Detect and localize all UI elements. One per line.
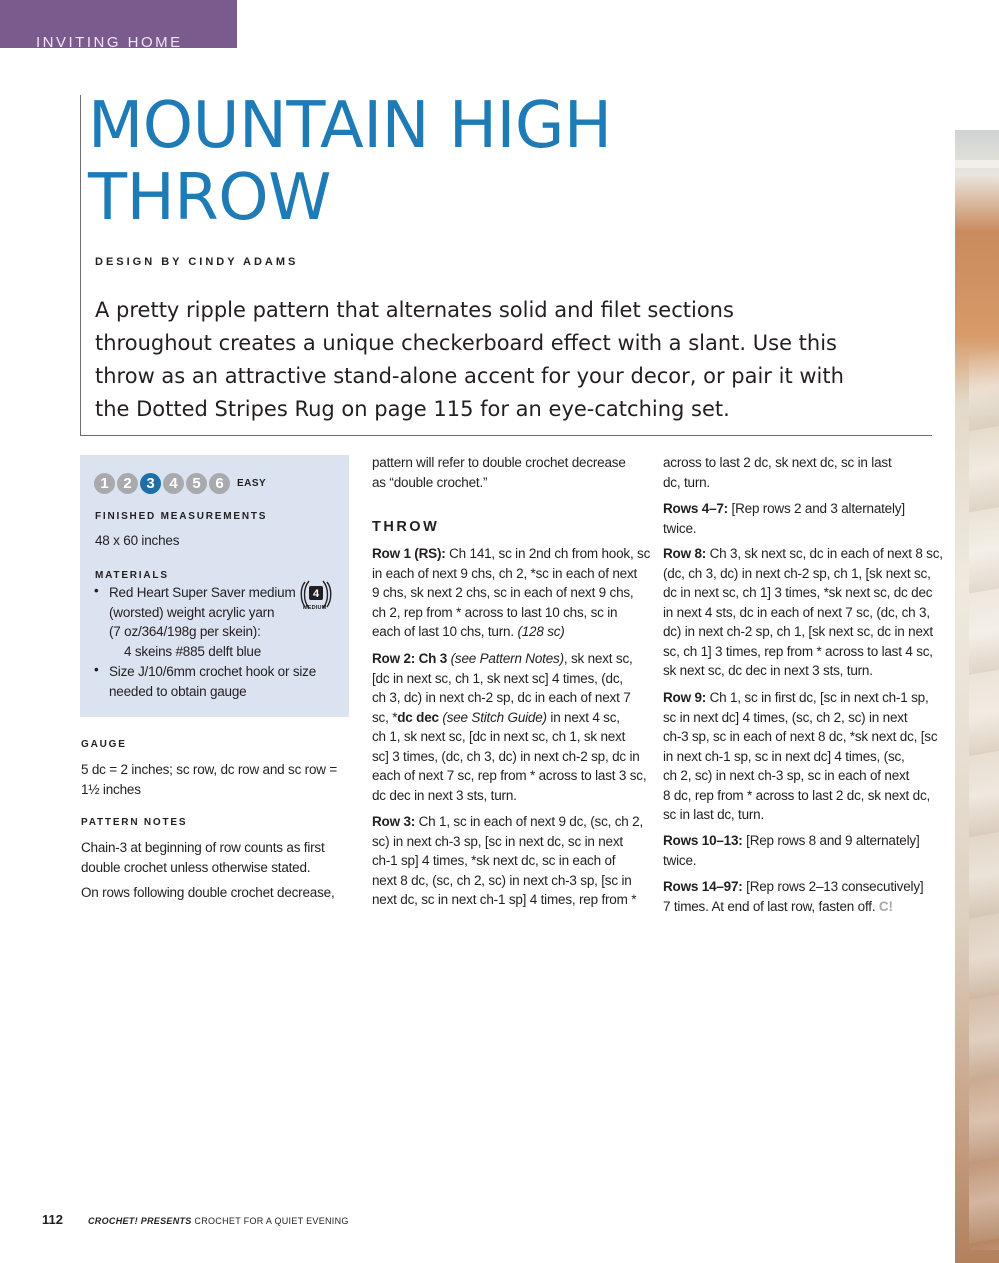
text-line: Ch 3, sk next sc, dc in each of next 8 sc, [706,546,943,561]
text-line: 7 times. At end of last row, fasten off. [663,898,879,914]
material-item-1-line: (7 oz/364/198g per skein): [109,624,261,639]
text-line: sc, ch 1] 3 times, rep from * across to last 4 sc, [663,643,933,659]
text-line: as “double crochet.” [372,474,488,490]
materials-heading: MATERIALS [95,570,169,581]
yarn-weight-number: 4 [312,588,320,600]
text-line: ch 1, sk next sc, [dc in next sc, ch 1, sk next [372,729,626,744]
text-line: sc in last dc, turn. [663,807,765,822]
pattern-notes-line: Chain-3 at beginning of row counts as first [81,840,325,855]
yarn-weight-label: MEDIUM [303,605,327,611]
gauge-heading: GAUGE [81,739,127,750]
text-line: 9 chs, sk next 2 chs, sc in each of next 9 chs, [372,585,634,600]
finished-heading: FINISHED MEASUREMENTS [95,511,268,522]
rows-14-97-instructions [663,877,948,916]
dc-dec-term: dc dec [397,709,439,725]
text-line: Ch 1, sc in first dc, [sc in next ch-1 sp, [706,690,929,705]
title-vertical-rule [80,95,81,435]
text-line: across to last 2 dc, sk next dc, sc in last [663,455,892,470]
skill-level-2: 2 [117,473,138,494]
column-3-continuation [663,453,948,492]
rows-14-97-label: Rows 14–97: [663,879,743,894]
rows-10-13-instructions [663,831,948,870]
row-9-instructions [663,688,948,825]
throw-photo [955,130,999,1263]
gauge-text [81,760,337,799]
gauge-line: 5 dc = 2 inches; sc row, dc row and sc row = [81,762,338,777]
material-item-2-line: Size J/10/6mm crochet hook or size [109,664,317,679]
skill-level [94,473,266,494]
column-2-continuation [372,453,626,492]
text-line: sk next sc, dc dec in next 3 sts, turn. [663,663,873,678]
row-2-note: (see Pattern Notes) [447,651,564,666]
text-line: each of last 10 chs, turn. [372,624,518,639]
text-line: [Rep rows 2–13 consecutively] [742,879,924,894]
row-8-label: Row 8: [663,546,707,561]
footer-title [88,1216,349,1226]
text-line: ch 2, sc) in next ch-3 sp, sc in each of next [663,768,910,783]
text-line: dc dec in next 3 sts, turn. [372,787,517,803]
rows-10-13-label: Rows 10–13: [663,833,743,848]
text-line: , sk next sc, [563,651,633,666]
pattern-notes-line: double crochet unless otherwise stated. [81,859,311,875]
text-line: sc) in next ch-3 sp, [sc in next dc, sc in next [372,833,623,849]
intro-paragraph: A pretty ripple pattern that alternates solid and filet sections throughout creates a unique checkerboard effect with a slant. Use this throw as an attractive stand-alone accent for your decor, or pair it with the Dotted Stripes Rug on page 115 for an eye-catching set. [95,298,844,421]
row-9-label: Row 9: [663,690,707,705]
text-line: next 8 dc, (sc, ch 2, sc) in next ch-3 sp, [sc in [372,872,632,888]
rows-4-7-label: Rows 4–7: [663,501,728,516]
text-line: (dc, ch 3, dc) in next ch-2 sp, ch 1, [sk next sc, [663,565,931,581]
text-line: next dc, sc in next ch-1 sp] 4 times, rep from * [372,892,637,907]
text-line: [dc in next sc, ch 1, sk next sc] 4 times, (dc, [372,670,623,686]
material-item-2-line: needed to obtain gauge [109,683,247,699]
skill-level-1: 1 [94,473,115,494]
text-line: 8 dc, rep from * across to last 2 dc, sk next dc, [663,787,931,803]
text-line: Ch 1, sc in each of next 9 dc, (sc, ch 2, [415,814,644,829]
intro-bottom-rule [80,435,932,436]
text-line: in next 4 sc, [546,709,620,725]
skill-level-6: 6 [209,473,230,494]
pattern-notes-p1 [81,838,325,877]
skill-level-3: 3 [140,473,161,494]
page-title [88,90,612,234]
row-8-instructions [663,544,948,681]
text-line: ch 2, rep from * across to last 10 chs, sc in [372,604,618,620]
text-line: dc) in next ch-2 sp, ch 1, [sk next sc, dc in next [663,624,933,639]
stitch-guide-ref: (see Stitch Guide) [438,709,547,725]
section-tab [0,0,237,51]
text-line: twice. [663,520,697,536]
skill-level-4: 4 [163,473,184,494]
bullet-2: • [94,662,99,677]
text-line: ch 3, dc) in next ch-2 sp, dc in each of next 7 [372,690,631,705]
gauge-line: 1½ inches [81,781,141,797]
text-line: each of next 7 sc, rep from * across to last 3 sc, [372,768,647,783]
section-tab-label: INVITING HOME [36,34,183,51]
row-3-label: Row 3: [372,814,416,829]
material-item-1-line: (worsted) weight acrylic yarn [109,604,275,620]
material-item-1-line: Red Heart Super Saver medium [109,585,296,600]
text-line: in each of next 9 chs, ch 2, *sc in each of next [372,565,638,581]
text-line: ch-3 sp, sc in each of next 8 dc, *sk next dc, [sc [663,729,938,744]
text-line: sc, * [372,709,398,725]
material-item-1-line: 4 skeins #885 delft blue [124,643,262,659]
text-line: sc] 3 times, (dc, ch 3, dc) in next ch-2 sp, dc in [372,748,640,764]
stitch-count: (128 sc) [517,624,565,639]
footer-magazine: CROCHET! PRESENTS [88,1216,192,1226]
text-line: Ch 141, sc in 2nd ch from hook, sc [445,546,651,561]
title-line-1: MOUNTAIN HIGH [88,89,612,163]
byline: DESIGN BY CINDY ADAMS [95,256,299,268]
text-line: twice. [663,852,697,868]
text-line: dc, turn. [663,474,710,490]
row-2-label: Row 2: Ch 3 [372,651,448,666]
title-line-2: THROW [88,161,331,235]
rows-4-7-instructions [663,499,948,538]
text-line: ch-1 sp] 4 times, *sk next dc, sc in each of [372,853,616,868]
skill-level-label: EASY [237,478,267,489]
material-item-2 [109,662,316,701]
text-line: dc in next sc, ch 1] 3 times, *sk next sc, dc dec [663,585,933,600]
finished-value: 48 x 60 inches [95,533,180,548]
pattern-notes-p2: On rows following double crochet decrease, [81,885,335,900]
text-line: [Rep rows 8 and 9 alternately] [742,833,920,848]
pattern-notes-heading: PATTERN NOTES [81,817,188,828]
text-line: in next ch-1 sp, sc in next dc] 4 times, (sc, [663,748,905,764]
row-2-instructions [372,649,652,805]
bullet-1: • [94,583,99,598]
row-3-instructions [372,812,652,910]
end-mark-icon: C! [878,898,893,914]
row-1-label: Row 1 (RS): [372,546,446,561]
text-line: pattern will refer to double crochet decrease [372,455,626,470]
footer-book-title: CROCHET FOR A QUIET EVENING [191,1216,349,1226]
page-number: 112 [42,1212,63,1227]
text-line: in next 4 sts, dc in each of next 7 sc, (dc, ch 3, [663,604,930,620]
row-1-instructions [372,544,652,642]
skill-level-5: 5 [186,473,207,494]
material-item-1 [109,583,296,661]
throw-heading: THROW [372,519,440,535]
text-line: [Rep rows 2 and 3 alternately] [727,501,905,516]
text-line: sc in next dc] 4 times, (sc, ch 2, sc) in next [663,709,908,725]
